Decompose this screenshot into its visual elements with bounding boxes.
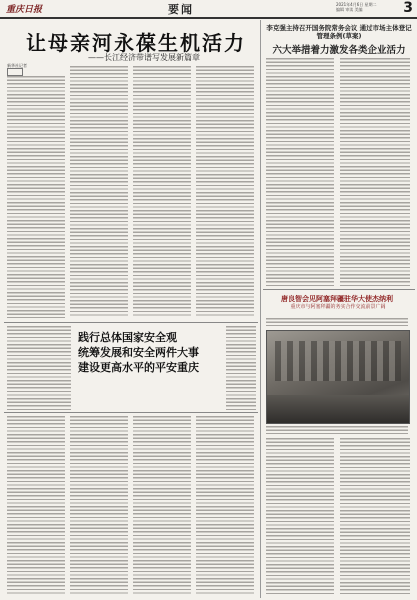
editor-credits: 编辑 审读 美编 — [336, 7, 363, 12]
lead-text-column-2 — [70, 66, 128, 318]
lead-story-divider — [4, 322, 258, 323]
meeting-photo — [266, 330, 410, 424]
lower-text-column-1 — [7, 416, 65, 596]
middle-headline-block — [78, 330, 222, 375]
middle-headline-line-2: 统筹发展和安全两件大事 — [78, 346, 199, 359]
right-story-divider — [263, 289, 415, 290]
newspaper-name: 重庆日报 — [6, 5, 43, 15]
right-top-kicker: 李克强主持召开国务院常务会议 通过市场主体登记管理条例(草案) — [266, 24, 412, 40]
photo-caption — [266, 426, 408, 434]
right-top-text-column-1 — [266, 58, 334, 286]
masthead — [0, 0, 417, 19]
date-line — [336, 2, 396, 12]
right-middle-lead-text — [266, 318, 408, 326]
right-bottom-text-column-2 — [340, 438, 410, 596]
page-number: 3 — [403, 0, 413, 16]
right-top-text-column-2 — [340, 58, 410, 286]
lower-text-column-3 — [133, 416, 191, 596]
lead-text-column-4 — [196, 66, 254, 318]
middle-headline-line-1: 践行总体国家安全观 — [78, 331, 177, 344]
right-top-headline: 六大举措着力激发各类企业活力 — [272, 45, 406, 56]
middle-left-text-column — [7, 326, 71, 410]
lead-text-column-3 — [133, 66, 191, 318]
byline-ornament — [7, 68, 23, 76]
right-middle-subheadline: 重庆市与阿塞拜疆的务实合作交流前景广阔 — [290, 304, 386, 310]
lower-story-divider — [4, 412, 258, 413]
middle-right-narrow-column — [226, 326, 256, 410]
column-divider — [260, 20, 261, 598]
right-bottom-text-column-1 — [266, 438, 334, 596]
issue-date: 2021年4月6日 星期二 — [336, 2, 377, 7]
lower-text-column-2 — [70, 416, 128, 596]
lead-subheadline: ——长江经济带谱写发展新篇章 — [88, 53, 200, 62]
lead-headline: 让母亲河永葆生机活力 — [26, 31, 246, 55]
lead-text-column-1 — [7, 76, 65, 318]
section-title: 要闻 — [168, 3, 194, 16]
lead-byline: 新华社记者 — [7, 63, 27, 68]
right-middle-headline: 唐良智会见阿塞拜疆驻华大使杰纳利 — [281, 295, 393, 303]
middle-headline-line-3: 建设更高水平的平安重庆 — [78, 361, 199, 374]
lower-text-column-4 — [196, 416, 254, 596]
